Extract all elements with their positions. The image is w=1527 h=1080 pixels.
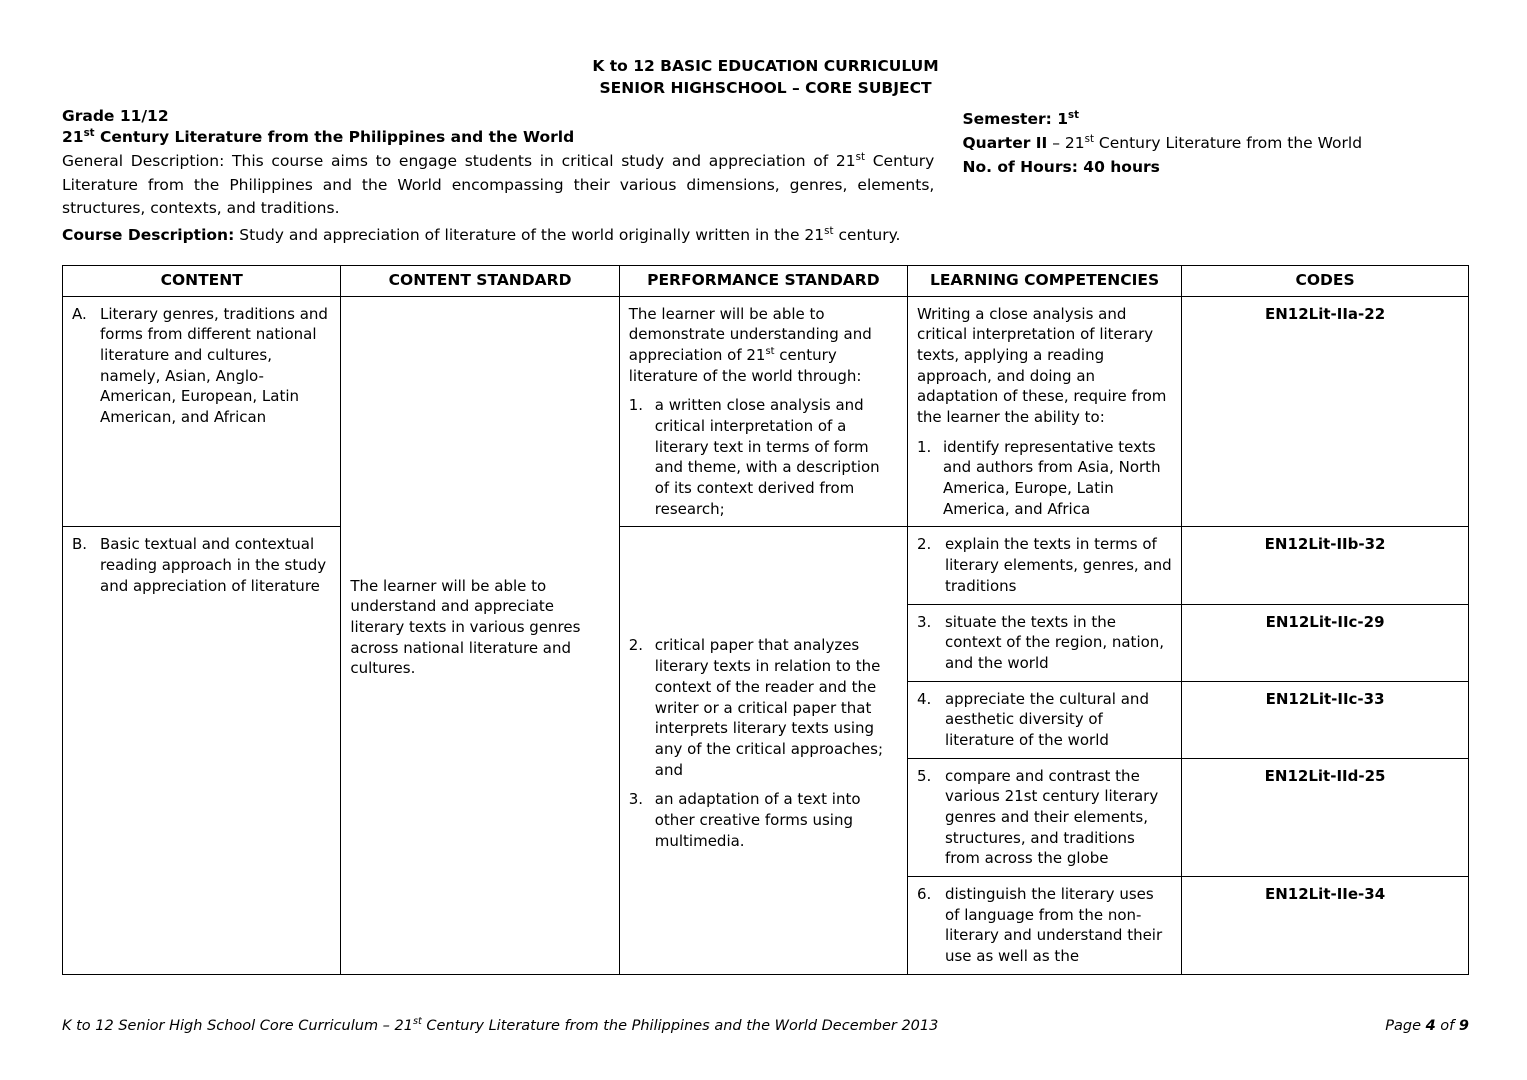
course-description bbox=[62, 224, 934, 248]
footer-left-text-2: Century Literature from the Philippines and the World December 2013 bbox=[421, 1018, 939, 1034]
competency-text: distinguish the literary uses of language from the non-literary and understand their use as well as the bbox=[944, 885, 1163, 966]
competency-number: 4. bbox=[916, 689, 932, 708]
performance-item-number: 2. bbox=[628, 636, 644, 655]
competency-item bbox=[917, 884, 1172, 967]
performance-intro-2: century literature of the world through: bbox=[628, 345, 862, 385]
competencies-intro: Writing a close analysis and critical interpretation of literary texts, applying a reading approach, and doing an adaptation of these, require from the learner the ability to: bbox=[916, 304, 1167, 426]
page-label: Page bbox=[1385, 1018, 1426, 1034]
course-title-sup: st bbox=[83, 127, 95, 139]
performance-item-number: 3. bbox=[628, 790, 644, 809]
semester-sup: st bbox=[1068, 109, 1079, 121]
performance-standard-intro bbox=[629, 304, 898, 387]
column-header-content-standard: CONTENT STANDARD bbox=[341, 266, 619, 296]
performance-item-number: 1. bbox=[628, 396, 644, 415]
performance-item bbox=[629, 395, 898, 519]
column-header-codes: CODES bbox=[1182, 266, 1469, 296]
competency-item bbox=[917, 689, 1172, 751]
general-description bbox=[62, 150, 934, 221]
table-row bbox=[63, 527, 1469, 604]
general-description-text-1: This course aims to engage students in critical study and appreciation of 21 bbox=[224, 152, 856, 170]
page-footer bbox=[62, 1018, 1469, 1034]
quarter-text-2: Century Literature from the World bbox=[1093, 134, 1363, 153]
curriculum-table bbox=[62, 265, 1469, 975]
competency-text: explain the texts in terms of literary elements, genres, and traditions bbox=[944, 535, 1172, 595]
competency-cell-5 bbox=[907, 758, 1181, 876]
header-line-2: SENIOR HIGHSCHOOL – CORE SUBJECT bbox=[599, 79, 932, 97]
code-cell: EN12Lit-IIa-22 bbox=[1182, 296, 1469, 527]
content-standard-cell bbox=[341, 296, 619, 974]
semester-label: Semester: 1 bbox=[962, 110, 1068, 128]
competency-cell-1 bbox=[907, 296, 1181, 527]
course-description-text-1: Study and appreciation of literature of the world originally written in the 21 bbox=[234, 225, 825, 244]
general-description-label: General Description: bbox=[62, 152, 225, 170]
performance-standard-cell-1 bbox=[619, 296, 907, 527]
column-header-performance-standard: PERFORMANCE STANDARD bbox=[619, 266, 907, 296]
page-number-value: 4 bbox=[1425, 1018, 1436, 1034]
code-cell: EN12Lit-IIc-29 bbox=[1182, 604, 1469, 681]
competency-item bbox=[917, 437, 1172, 520]
column-header-content: CONTENT bbox=[63, 266, 341, 296]
competency-text: appreciate the cultural and aesthetic diversity of literature of the world bbox=[944, 689, 1149, 749]
course-title bbox=[62, 128, 934, 146]
performance-item-text: a written close analysis and critical interpretation of a literary text in terms of form and theme, with a description of its context derived from research; bbox=[654, 396, 880, 518]
competency-number: 5. bbox=[916, 766, 932, 785]
course-description-sup: st bbox=[824, 225, 834, 237]
content-a-letter: A. bbox=[72, 304, 87, 323]
competency-item bbox=[917, 766, 1172, 869]
code-cell: EN12Lit-IIb-32 bbox=[1182, 527, 1469, 604]
table-row bbox=[63, 296, 1469, 527]
code-cell: EN12Lit-IIe-34 bbox=[1182, 877, 1469, 975]
quarter-sup: st bbox=[1084, 133, 1094, 145]
competency-item bbox=[917, 534, 1172, 596]
competency-number: 2. bbox=[916, 535, 932, 554]
competency-number: 6. bbox=[916, 885, 932, 904]
performance-item-text: critical paper that analyzes literary texts in relation to the context of the reader and the writer or a critical paper that interprets literary texts using any of the critical approaches; and bbox=[654, 636, 884, 779]
competency-item bbox=[917, 612, 1172, 674]
course-description-text-2: century. bbox=[833, 225, 901, 244]
column-header-learning-competencies: LEARNING COMPETENCIES bbox=[907, 266, 1181, 296]
course-description-label: Course Description: bbox=[62, 225, 235, 244]
quarter-label: Quarter II bbox=[962, 134, 1048, 153]
competency-cell-4 bbox=[907, 681, 1181, 758]
content-standard-text: The learner will be able to understand and appreciate literary texts in various genres across national literature and cultures. bbox=[350, 576, 581, 678]
table-header-row bbox=[63, 266, 1469, 296]
code-cell: EN12Lit-IIc-33 bbox=[1182, 681, 1469, 758]
content-cell-a bbox=[63, 296, 341, 527]
page-of: of bbox=[1435, 1018, 1459, 1034]
performance-item bbox=[629, 635, 898, 780]
course-title-post: Century Literature from the Philippines and the World bbox=[94, 128, 575, 146]
performance-item bbox=[629, 789, 898, 851]
competency-text: situate the texts in the context of the region, nation, and the world bbox=[944, 612, 1165, 672]
footer-left-sup: st bbox=[413, 1016, 422, 1028]
metadata-right bbox=[954, 107, 1469, 179]
metadata-left bbox=[62, 107, 934, 247]
competency-text: compare and contrast the various 21st century literary genres and their elements, structures, and traditions from across the globe bbox=[944, 766, 1159, 868]
competency-cell-2 bbox=[907, 527, 1181, 604]
course-title-pre: 21 bbox=[62, 128, 84, 146]
competency-cell-6 bbox=[907, 877, 1181, 975]
performance-intro-1: The learner will be able to demonstrate understanding and appreciation of 21 bbox=[628, 304, 872, 364]
performance-standard-cell-2 bbox=[619, 527, 907, 974]
page-total: 9 bbox=[1458, 1018, 1469, 1034]
performance-intro-sup: st bbox=[765, 345, 775, 357]
grade-label: Grade 11/12 bbox=[62, 107, 169, 125]
page-number bbox=[1385, 1018, 1469, 1034]
code-cell: EN12Lit-IId-25 bbox=[1182, 758, 1469, 876]
content-a-text: Literary genres, traditions and forms from different national literature and cultures, namely, Asian, Anglo-American, European, Latin American, and African bbox=[100, 304, 328, 426]
competency-cell-3 bbox=[907, 604, 1181, 681]
quarter-text-1: – 21 bbox=[1047, 134, 1085, 153]
metadata-row bbox=[62, 107, 1469, 247]
footer-left-text-1: K to 12 Senior High School Core Curriculum – 21 bbox=[62, 1018, 413, 1034]
semester bbox=[962, 107, 1469, 131]
hours-label: No. of Hours: 40 hours bbox=[962, 158, 1160, 177]
general-description-text-2: Century Literature from the Philippines and the World encompassing their various dimensions, genres, elements, structures, contexts, and traditions. bbox=[62, 152, 935, 218]
quarter bbox=[962, 131, 1469, 155]
competency-number: 1. bbox=[916, 437, 932, 456]
content-cell-b bbox=[63, 527, 341, 974]
competency-text: identify representative texts and authors from Asia, North America, Europe, Latin America, and Africa bbox=[942, 437, 1161, 518]
general-description-sup: st bbox=[855, 151, 865, 163]
document-header bbox=[62, 55, 1469, 99]
performance-item-text: an adaptation of a text into other creative forms using multimedia. bbox=[654, 790, 861, 850]
content-b-text: Basic textual and contextual reading approach in the study and appreciation of literature bbox=[100, 535, 327, 595]
header-line-1: K to 12 BASIC EDUCATION CURRICULUM bbox=[592, 57, 939, 75]
competency-number: 3. bbox=[916, 612, 932, 631]
footer-left bbox=[62, 1018, 938, 1034]
content-b-letter: B. bbox=[72, 535, 88, 554]
